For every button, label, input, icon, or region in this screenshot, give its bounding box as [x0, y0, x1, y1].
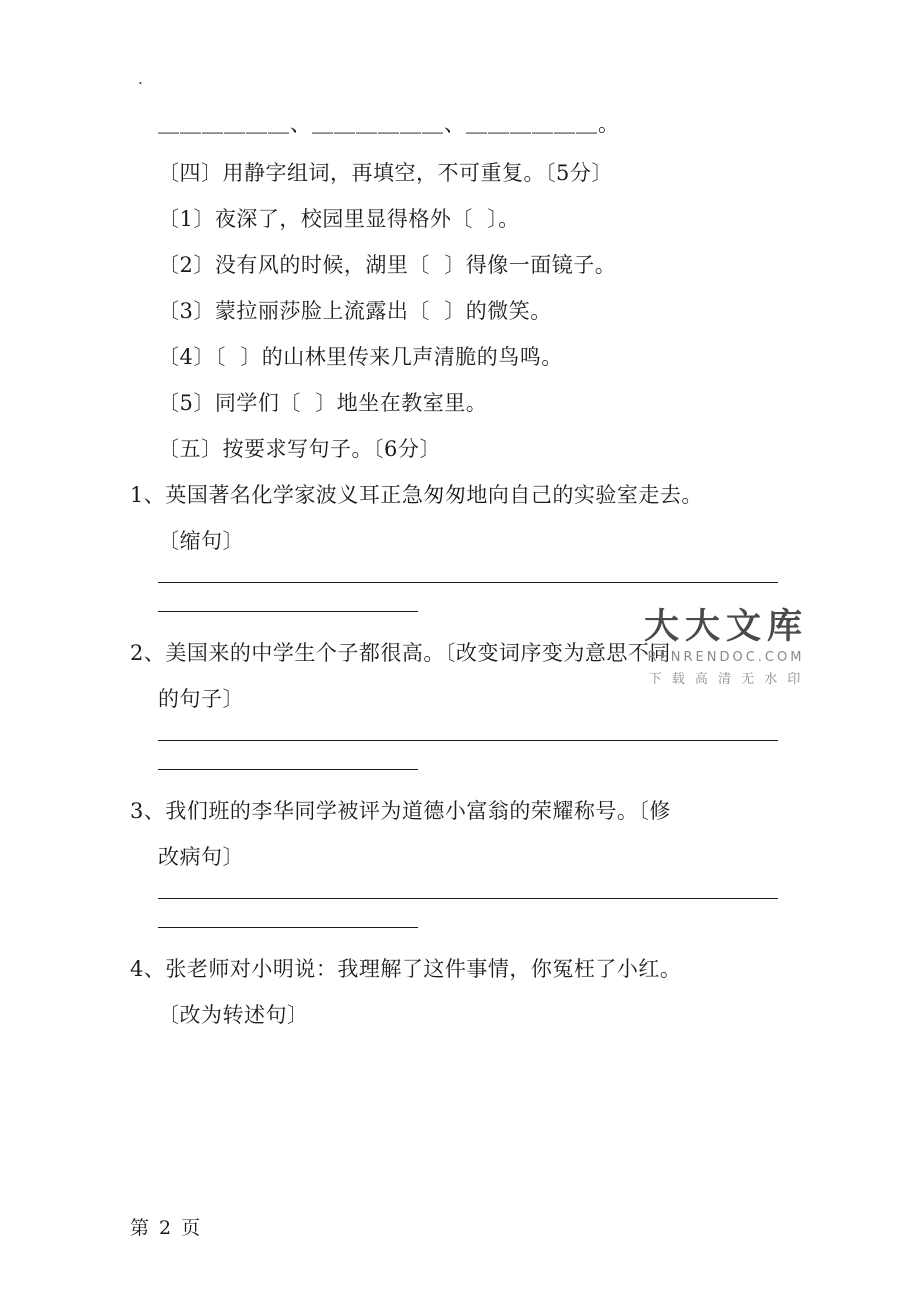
- question-3-answer-line-1[interactable]: [158, 898, 778, 899]
- section-four-item-2: 〔2〕没有风的时候，湖里〔 〕得像一面镜子。: [158, 253, 617, 277]
- question-1-answer-line-1[interactable]: [158, 582, 778, 583]
- watermark-domain: RENRENDOC.COM: [647, 650, 805, 665]
- section-five-heading: 〔五〕按要求写句子。〔6分〕: [158, 437, 441, 461]
- watermark: [644, 608, 808, 687]
- section-four-item-4: 〔4〕〔 〕的山林里传来几声清脆的鸟鸣。: [158, 345, 563, 369]
- question-2-answer-line-2[interactable]: [158, 769, 418, 770]
- page-number: 第 2 页: [130, 1217, 203, 1239]
- section-four-item-1: 〔1〕夜深了，校园里显得格外〔 〕。: [158, 207, 520, 231]
- question-1-requirement: 〔缩句〕: [158, 529, 244, 553]
- section-four-item-5: 〔5〕同学们〔 〕地坐在教室里。: [158, 391, 488, 415]
- question-1-answer-line-2[interactable]: [158, 611, 418, 612]
- question-2-text-cont: 的句子〕: [158, 687, 244, 711]
- question-3-text: 3、我们班的李华同学被评为道德小富翁的荣耀称号。〔修: [130, 799, 671, 823]
- watermark-title: 大大文库: [643, 607, 808, 647]
- question-1-text: 1、英国著名化学家波义耳正急匆匆地向自己的实验室走去。: [130, 483, 703, 507]
- question-4-requirement: 〔改为转述句〕: [158, 1003, 309, 1027]
- watermark-note: 下 载 高 清 无 水 印: [648, 672, 804, 687]
- question-2-answer-line-1[interactable]: [158, 740, 778, 741]
- top-dot-mark: .: [138, 70, 143, 88]
- question-2-text: 2、美国来的中学生个子都很高。〔改变词序变为意思不同: [130, 641, 671, 665]
- question-3-text-cont: 改病句〕: [158, 845, 244, 869]
- section-four-item-3: 〔3〕蒙拉丽莎脸上流露出〔 〕的微笑。: [158, 299, 552, 323]
- question-4-text: 4、张老师对小明说：我理解了这件事情，你冤枉了小红。: [130, 957, 682, 981]
- section-four-heading: 〔四〕用静字组词，再填空，不可重复。〔5分〕: [158, 161, 613, 185]
- fill-in-blank-row: ＿＿＿＿＿＿、＿＿＿＿＿＿、＿＿＿＿＿＿。: [158, 112, 620, 136]
- question-3-answer-line-2[interactable]: [158, 927, 418, 928]
